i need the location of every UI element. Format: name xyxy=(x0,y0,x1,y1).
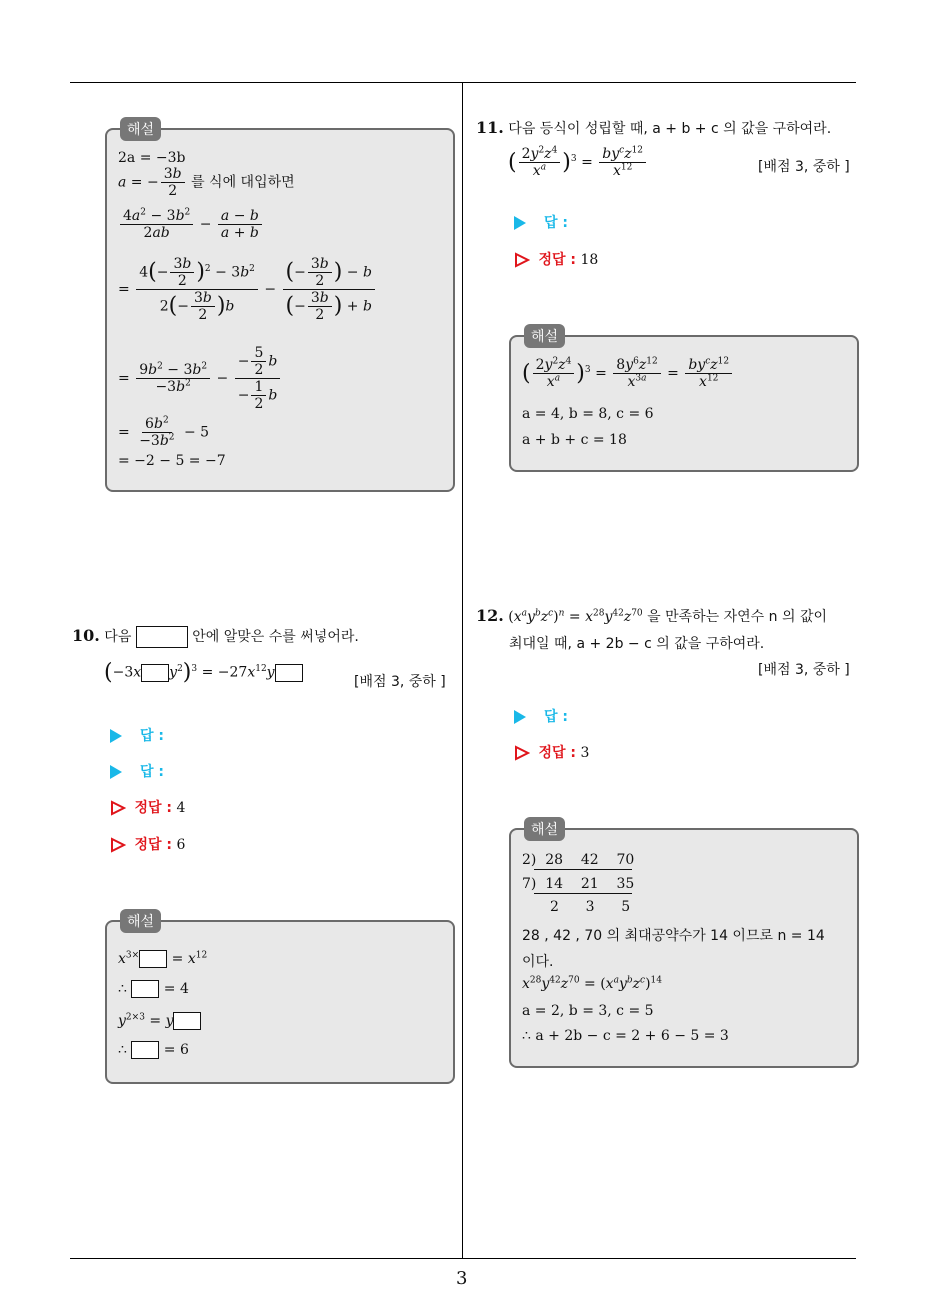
q10-score: [배점 3, 중하 ] xyxy=(354,674,446,690)
q12-score: [배점 3, 중하 ] xyxy=(758,662,850,678)
q12-correct-value: 3 xyxy=(580,745,590,761)
sol10-line1: $x^{3\times} = x^{12}$ xyxy=(118,950,208,967)
sol9-line5: = $\frac{9b^2 - 3b^2}{-3b^2}$ − − $\frac{5}{2}$ b − $\frac{1}{2}$ b xyxy=(118,345,282,412)
correct-arrow-icon xyxy=(110,800,126,816)
sol12-div2-underline xyxy=(534,893,632,894)
solution-tag: 해설 xyxy=(524,817,565,841)
correct-label: 정답 : xyxy=(134,837,172,853)
sol12-abc: a = 2, b = 3, c = 5 xyxy=(522,1003,654,1019)
q12-header: 12. $(x^ay^bz^c)^n = x^{28}y^{42}z^{70}$ 을 만족하는 자연수 n 의 값이 xyxy=(476,606,827,625)
q10-header xyxy=(72,626,359,648)
q12-correct-row xyxy=(514,742,589,762)
sol10-value1: 4 xyxy=(180,981,189,997)
sol12-equation: $x^{28}y^{42}z^{70} = (x^ay^bz^c)^{14}$ xyxy=(522,975,662,992)
q10-text-a: 다음 xyxy=(104,629,132,645)
q10-text-b: 안에 알맞은 수를 써넣어라. xyxy=(192,629,359,645)
correct-arrow-icon xyxy=(514,252,530,268)
correct-label: 정답 : xyxy=(538,745,576,761)
sol10-blank3 xyxy=(173,1012,201,1030)
q11-number: 11. xyxy=(476,118,504,137)
solution-box-q10 xyxy=(105,920,455,1084)
answer-arrow-icon xyxy=(514,710,526,724)
answer-label: 답 : xyxy=(140,764,164,780)
answer-arrow-icon xyxy=(110,765,122,779)
q11-equation: ( $\frac{2y^2z^4}{x^a}$ )$^3$ = $\frac{by^cz^{12}}{x^{12}}$ xyxy=(508,146,648,179)
answer-label: 답 : xyxy=(544,215,568,231)
q10-eq-blank1 xyxy=(141,664,169,682)
page-number: 3 xyxy=(456,1268,468,1289)
q12-text-b: 을 만족하는 자연수 n 의 값이 xyxy=(647,609,827,625)
answer-arrow-icon xyxy=(514,216,526,230)
top-rule xyxy=(70,82,856,83)
sol10-line2: ∴ = 4 xyxy=(118,981,189,997)
solution-tag: 해설 xyxy=(524,324,565,348)
sol9-line6: = $\frac{6b^2}{-3b^2}$ − 5 xyxy=(118,415,210,449)
q10-equation: (−3x $y^2)^3 = -27x^{12}y$ xyxy=(104,660,303,685)
solution-box-q11 xyxy=(509,335,859,472)
q12-number: 12. xyxy=(476,606,504,625)
sol10-value2: 6 xyxy=(180,1042,189,1058)
sol12-div1: 2) 28 42 70 xyxy=(522,852,635,868)
sol9-line2: a = − $\frac{3b}{2}$ 를 식에 대입하면 xyxy=(118,166,295,199)
sol9-line2-text: 를 식에 대입하면 xyxy=(191,174,295,191)
q11-header xyxy=(476,118,831,138)
q11-correct-value: 18 xyxy=(580,252,599,268)
solution-tag: 해설 xyxy=(120,117,161,141)
sol10-blank4 xyxy=(131,1041,159,1059)
sol12-div2: 7) 14 21 35 xyxy=(522,876,635,892)
column-divider xyxy=(462,83,463,1259)
answer-label: 답 : xyxy=(140,728,164,744)
q12-answer-row xyxy=(514,706,568,726)
q11-correct-row xyxy=(514,249,598,269)
sol9-line3: $\frac{4a^2 - 3b^2}{2ab}$ − $\frac{a - b}{a + b}$ xyxy=(118,208,264,241)
correct-label: 정답 : xyxy=(134,800,172,816)
bottom-rule xyxy=(70,1258,856,1259)
sol10-line4: ∴ = 6 xyxy=(118,1042,189,1058)
correct-label: 정답 : xyxy=(538,252,576,268)
sol12-text1: 28 , 42 , 70 의 최대공약수가 14 이므로 n = 14 xyxy=(522,928,825,944)
correct-arrow-icon xyxy=(110,837,126,853)
q11-answer-row xyxy=(514,212,568,232)
q10-number: 10. xyxy=(72,626,100,645)
sol11-line3: a + b + c = 18 xyxy=(522,432,627,448)
sol12-text2: 이다. xyxy=(522,954,554,970)
solution-tag: 해설 xyxy=(120,909,161,933)
q10-eq-blank2 xyxy=(275,664,303,682)
q10-answer-row-2 xyxy=(110,761,164,781)
sol9-line7: = −2 − 5 = −7 xyxy=(118,453,226,469)
sol10-blank2 xyxy=(131,980,159,998)
q12-text2: 최대일 때, a + 2b − c 의 값을 구하여라. xyxy=(509,636,765,652)
sol9-line1: 2a = −3b xyxy=(118,150,186,166)
q11-score: [배점 3, 중하 ] xyxy=(758,159,850,175)
sol10-blank1 xyxy=(139,950,167,968)
sol12-div1-underline xyxy=(534,869,632,870)
sol12-final: ∴ a + 2b − c = 2 + 6 − 5 = 3 xyxy=(522,1028,729,1044)
sol11-line1: ( $\frac{2y^2z^4}{x^a}$ )$^3$ = $\frac{8y^6z^{12}}{x^{3a}}$ = $\frac{by^cz^{12}}{x^{12}}$ xyxy=(522,357,734,390)
correct-arrow-icon xyxy=(514,745,530,761)
q10-correct-value-2: 6 xyxy=(176,837,186,853)
answer-label: 답 : xyxy=(544,709,568,725)
sol9-line4: = 4(− $\frac{3b}{2}$ )$^2 - 3b^2$ 2(− $\frac{3b}{2}$ )b − (− $\frac{3b}{2}$ ) − b (− $\frac{3b}{2}$ ) + b xyxy=(118,256,377,323)
q10-correct-row-1 xyxy=(110,797,185,817)
answer-arrow-icon xyxy=(110,729,122,743)
sol11-line2: a = 4, b = 8, c = 6 xyxy=(522,406,654,422)
q10-answer-row-1 xyxy=(110,725,164,745)
q10-correct-value-1: 4 xyxy=(176,800,186,816)
sol12-div3: 2 3 5 xyxy=(550,899,631,915)
q11-text: 다음 등식이 성립할 때, a + b + c 의 값을 구하여라. xyxy=(508,121,832,137)
q10-blank xyxy=(136,626,188,648)
sol10-line3: $y^{2\times 3} = y$ xyxy=(118,1012,201,1030)
q10-correct-row-2 xyxy=(110,834,185,854)
